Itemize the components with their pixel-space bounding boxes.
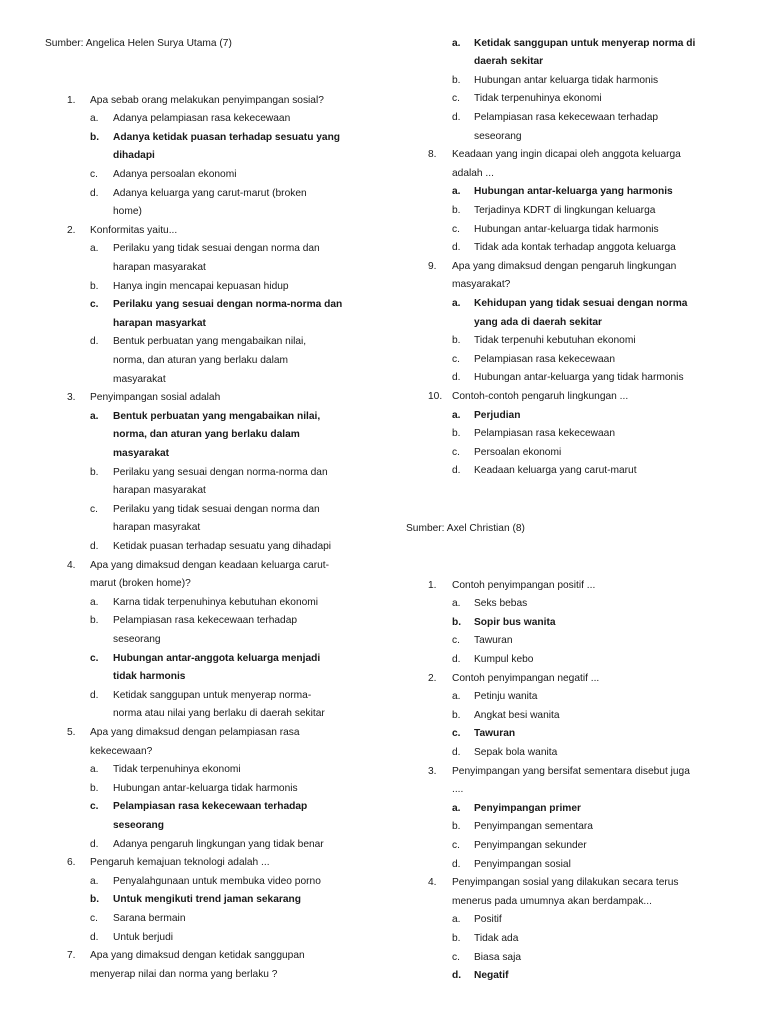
option-text: seseorang (113, 633, 161, 645)
question-number: 1. (428, 579, 437, 591)
question-text: Contoh penyimpangan negatif ... (452, 672, 600, 684)
option-text: Sepak bola wanita (474, 746, 558, 758)
option-text: seseorang (113, 819, 164, 831)
option-letter: a. (452, 598, 461, 610)
question-text: marut (broken home)? (90, 578, 191, 590)
option-text: tidak harmonis (113, 671, 186, 683)
option-text: Bentuk perbuatan yang mengabaikan nilai, (113, 336, 307, 348)
option-letter: a. (90, 410, 99, 422)
option-letter: d. (452, 111, 461, 123)
option-text: Petinju wanita (474, 691, 538, 703)
question-text: Penyimpangan yang bersifat sementara disebut juga (452, 765, 690, 777)
option-text: Hubungan antar-keluarga tidak harmonis (474, 223, 659, 235)
question-text: adalah ... (452, 167, 494, 179)
question-text: Penyimpangan sosial yang dilakukan secara terus (452, 877, 679, 889)
option-letter: a. (452, 186, 461, 198)
question-number: 4. (428, 877, 437, 889)
question-number: 2. (67, 224, 76, 236)
question-text: Apa yang dimaksud dengan keadaan keluarga carut- (90, 559, 330, 571)
option-letter: a. (90, 875, 99, 887)
option-letter: c. (452, 635, 460, 647)
option-letter: c. (452, 93, 460, 105)
option-text: harapan masyarakat (113, 485, 206, 497)
option-letter: d. (90, 838, 99, 850)
option-text: Tawuran (474, 728, 516, 740)
question-text: Apa sebab orang melakukan penyimpangan sosial? (90, 94, 324, 106)
source-label: Sumber: Axel Christian (8) (406, 522, 525, 534)
option-text: Adanya persoalan ekonomi (113, 168, 237, 180)
option-text: masyarakat (113, 447, 170, 459)
option-letter: d. (90, 931, 99, 943)
question-number: 9. (428, 260, 437, 272)
option-text: Ketidak sanggupan untuk menyerap norma di (474, 37, 696, 49)
option-letter: b. (452, 709, 461, 721)
option-text: Adanya pelampiasan rasa kekecewaan (113, 113, 291, 125)
option-text: Kumpul kebo (474, 653, 534, 665)
option-text: Tawuran (474, 635, 513, 647)
option-text: Kehidupan yang tidak sesuai dengan norma (474, 297, 688, 309)
option-text: Adanya pengaruh lingkungan yang tidak benar (113, 838, 324, 850)
option-letter: c. (452, 353, 460, 365)
question-text: Apa yang dimaksud dengan ketidak sanggupan (90, 950, 305, 962)
question-number: 10. (428, 390, 443, 402)
option-letter: b. (90, 782, 99, 794)
option-text: Terjadinya KDRT di lingkungan keluarga (474, 204, 656, 216)
option-text: Ketidak sanggupan untuk menyerap norma- (113, 689, 312, 701)
option-text: Sopir bus wanita (474, 616, 556, 628)
option-text: Persoalan ekonomi (474, 446, 562, 458)
option-text: Perilaku yang sesuai dengan norma-norma dan (113, 299, 343, 311)
option-text: Biasa saja (474, 951, 522, 963)
option-text: Penyimpangan sekunder (474, 839, 587, 851)
question-text: Keadaan yang ingin dicapai oleh anggota keluarga (452, 149, 681, 161)
question-text: kekecewaan? (90, 745, 153, 757)
option-text: Sarana bermain (113, 912, 186, 924)
option-letter: a. (90, 596, 99, 608)
option-letter: b. (452, 204, 461, 216)
option-text: Hubungan antar-keluarga tidak harmonis (113, 782, 298, 794)
option-text: Tidak ada kontak terhadap anggota keluarga (474, 242, 676, 254)
option-text: Seks bebas (474, 598, 528, 610)
option-text: Hubungan antar-keluarga yang harmonis (474, 186, 673, 198)
option-letter: a. (452, 691, 461, 703)
option-letter: b. (90, 615, 99, 627)
question-number: 4. (67, 559, 76, 571)
option-text: norma atau nilai yang berlaku di daerah sekitar (113, 708, 325, 720)
question-text: Penyimpangan sosial adalah (90, 392, 221, 404)
question-text: Contoh-contoh pengaruh lingkungan ... (452, 390, 629, 402)
option-text: Negatif (474, 970, 509, 982)
option-text: Tidak terpenuhinya ekonomi (474, 93, 602, 105)
option-letter: a. (452, 297, 461, 309)
option-letter: d. (452, 858, 461, 870)
option-text: Karna tidak terpenuhinya kebutuhan ekonomi (113, 596, 319, 608)
option-letter: c. (90, 801, 99, 813)
option-letter: b. (90, 131, 100, 143)
option-letter: a. (452, 802, 461, 814)
option-letter: b. (452, 335, 461, 347)
option-letter: a. (90, 113, 99, 125)
option-letter: c. (90, 912, 98, 924)
question-text: Contoh penyimpangan positif ... (452, 579, 596, 591)
source-label: Sumber: Angelica Helen Surya Utama (7) (45, 37, 232, 49)
option-text: Keadaan keluarga yang carut-marut (474, 465, 637, 477)
option-letter: a. (90, 764, 99, 776)
option-letter: d. (90, 540, 99, 552)
option-text: Pelampiasan rasa kekecewaan (474, 353, 616, 365)
option-letter: d. (452, 372, 461, 384)
option-text: Untuk berjudi (113, 931, 174, 943)
option-text: yang ada di daerah sekitar (474, 316, 602, 328)
option-text: harapan masyrakat (113, 522, 201, 534)
question-text: Konformitas yaitu... (90, 224, 178, 236)
option-text: seseorang (474, 130, 522, 142)
option-text: Tidak ada (474, 932, 519, 944)
question-text: masyarakat? (452, 279, 511, 291)
option-letter: d. (452, 465, 461, 477)
option-text: Perilaku yang tidak sesuai dengan norma dan (113, 243, 320, 255)
question-text: Apa yang dimaksud dengan pengaruh lingkungan (452, 260, 677, 272)
option-letter: d. (452, 746, 461, 758)
option-text: norma, dan aturan yang berlaku dalam (113, 354, 288, 366)
option-text: dihadapi (113, 150, 155, 162)
option-letter: c. (452, 446, 460, 458)
option-letter: d. (90, 689, 99, 701)
option-text: Tidak terpenuhinya ekonomi (113, 764, 241, 776)
question-number: 3. (428, 765, 437, 777)
option-text: Positif (474, 914, 502, 926)
option-text: Perilaku yang sesuai dengan norma-norma dan (113, 466, 328, 478)
option-letter: d. (90, 187, 99, 199)
option-text: daerah sekitar (474, 56, 544, 68)
option-letter: b. (452, 932, 461, 944)
option-text: Penyimpangan primer (474, 802, 581, 814)
option-letter: c. (90, 168, 98, 180)
option-letter: c. (452, 728, 461, 740)
question-number: 5. (67, 726, 76, 738)
option-text: Pelampiasan rasa kekecewaan terhadap (113, 615, 298, 627)
option-letter: b. (452, 428, 461, 440)
option-letter: a. (452, 37, 461, 49)
question-text: Apa yang dimaksud dengan pelampiasan rasa (90, 726, 300, 738)
option-letter: b. (90, 280, 99, 292)
option-text: harapan masyarkat (113, 317, 206, 329)
option-text: Pelampiasan rasa kekecewaan terhadap (474, 111, 659, 123)
option-text: Penyalahgunaan untuk membuka video porno (113, 875, 321, 887)
option-letter: d. (90, 336, 99, 348)
option-letter: a. (452, 409, 461, 421)
question-text: Pengaruh kemajuan teknologi adalah ... (90, 857, 270, 869)
option-text: Adanya ketidak puasan terhadap sesuatu yang (113, 131, 341, 143)
option-text: Angkat besi wanita (474, 709, 560, 721)
option-letter: b. (90, 466, 99, 478)
option-text: Hubungan antar keluarga tidak harmonis (474, 74, 659, 86)
option-letter: b. (452, 821, 461, 833)
option-letter: c. (90, 503, 98, 515)
option-text: Perilaku yang tidak sesuai dengan norma dan (113, 503, 320, 515)
question-text: menyerap nilai dan norma yang berlaku ? (90, 968, 278, 980)
option-text: Penyimpangan sementara (474, 821, 593, 833)
question-text: .... (452, 784, 464, 796)
option-letter: d. (452, 242, 461, 254)
option-text: Untuk mengikuti trend jaman sekarang (113, 894, 301, 906)
option-text: harapan masyarakat (113, 261, 206, 273)
question-number: 6. (67, 857, 76, 869)
option-letter: c. (90, 652, 99, 664)
question-text: menerus pada umumnya akan berdampak... (452, 895, 652, 907)
option-text: Pelampiasan rasa kekecewaan (474, 428, 616, 440)
option-text: Hanya ingin mencapai kepuasan hidup (113, 280, 289, 292)
option-text: Tidak terpenuhi kebutuhan ekonomi (474, 335, 636, 347)
option-text: home) (113, 206, 142, 218)
option-text: masyarakat (113, 373, 166, 385)
option-letter: d. (452, 970, 462, 982)
option-letter: a. (452, 914, 461, 926)
option-letter: d. (452, 653, 461, 665)
option-letter: b. (452, 616, 462, 628)
option-letter: b. (90, 894, 100, 906)
option-text: Hubungan antar-anggota keluarga menjadi (113, 652, 321, 664)
option-letter: c. (90, 299, 99, 311)
option-letter: c. (452, 223, 460, 235)
option-text: norma, dan aturan yang berlaku dalam (113, 429, 300, 441)
question-number: 7. (67, 950, 76, 962)
option-text: Ketidak puasan terhadap sesuatu yang dihadapi (113, 540, 332, 552)
question-number: 1. (67, 94, 76, 106)
option-text: Perjudian (474, 409, 521, 421)
option-letter: c. (452, 951, 460, 963)
option-text: Penyimpangan sosial (474, 858, 571, 870)
question-number: 3. (67, 392, 76, 404)
option-letter: a. (90, 243, 99, 255)
option-letter: c. (452, 839, 460, 851)
option-letter: b. (452, 74, 461, 86)
question-number: 2. (428, 672, 437, 684)
option-text: Hubungan antar-keluarga yang tidak harmonis (474, 372, 684, 384)
option-text: Adanya keluarga yang carut-marut (broken (113, 187, 307, 199)
option-text: Bentuk perbuatan yang mengabaikan nilai, (113, 410, 321, 422)
question-number: 8. (428, 149, 437, 161)
option-text: Pelampiasan rasa kekecewaan terhadap (113, 801, 308, 813)
